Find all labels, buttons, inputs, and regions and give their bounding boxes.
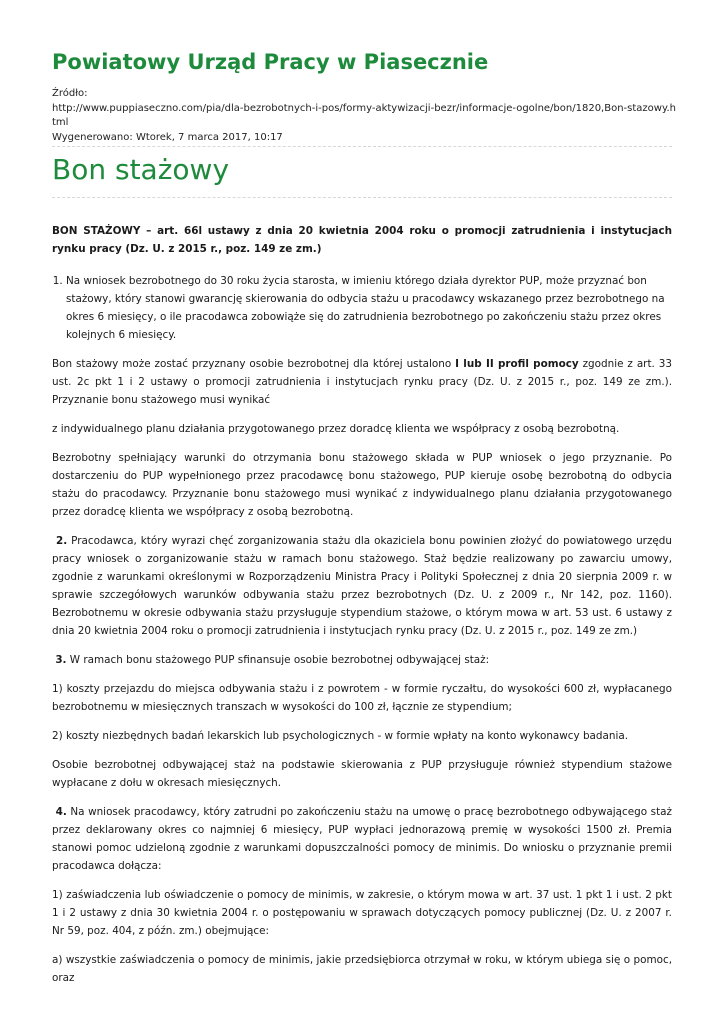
- paragraph-text: Bon stażowy może zostać przyznany osobie bezrobotnej dla której ustalono: [52, 358, 456, 370]
- paragraph-text: Na wniosek pracodawcy, który zatrudni po zakończeniu stażu na umowę o pracę bezrobotnego odbywającego staż przez deklarowany okres co najmniej 6 miesięcy, PUP wypłaci jednorazową premię w wysokości 1500 zł. Premia stanowi pomoc udzieloną zgodnie z warunkami dopuszczalności pomocy de minimis. Do wniosku o przyznanie premii pracodawca dołącza:: [52, 806, 672, 872]
- paragraph-financing: [52, 651, 672, 669]
- paragraph-profile: [52, 355, 672, 409]
- article-content: [52, 222, 672, 998]
- source-url[interactable]: http://www.puppiaseczno.com/pia/dla-bezrobotnych-i-pos/formy-aktywizacji-bezr/informacje-ogolne/bon/1820,Bon-stazowy.html: [52, 102, 676, 128]
- paragraph-application: Bezrobotny spełniający warunki do otrzymania bonu stażowego składa w PUP wniosek o jego przyznanie. Po dostarczeniu do PUP wypełnionego przez pracodawcę bonu stażowego, PUP kieruje osobę bezrobotną do odbycia stażu do pracodawcy. Przyznanie bonu stażowego musi wynikać z indywidualnego planu działania przygotowanego przez doradcę klienta we współpracy z osobą bezrobotną.: [52, 452, 672, 518]
- paragraph-certificates: a) wszystkie zaświadczenia o pomocy de minimis, jakie przedsiębiorca otrzymał w roku, w którym ubiega się o pomoc, oraz: [52, 954, 672, 984]
- paragraph-de-minimis: 1) zaświadczenia lub oświadczenie o pomocy de minimis, w zakresie, o którym mowa w art. 37 ust. 1 pkt 1 i ust. 2 pkt 1 i 2 ustawy z dnia 30 kwietnia 2004 r. o postępowaniu w sprawach dotyczących pomocy publicznej (Dz. U. z 2007 r. Nr 59, poz. 404, z późn. zm.) obejmujące:: [52, 889, 672, 937]
- paragraph-text: Pracodawca, który wyrazi chęć zorganizowania stażu dla okaziciela bonu powinien złożyć do powiatowego urzędu pracy wniosek o zorganizowanie stażu w ramach bonu stażowego. Staż będzie realizowany po zawarciu umowy, zgodnie z warunkami określonymi w Rozporządzeniu Ministra Pracy i Polityki Społecznej z dnia 20 sierpnia 2009 r. w sprawie szczegółowych warunków odbywania stażu przez bezrobotnych (Dz. U. z 2009 r., Nr 142, poz. 1160). Bezrobotnemu w okresie odbywania stażu przysługuje stypendium stażowe, o którym mowa w art. 53 ust. 6 ustawy z dnia 20 kwietnia 2004 roku o promocji zatrudnienia i instytucjach rynku pracy (Dz. U. z 2015 r., poz. 149 ze zm.): [52, 535, 672, 637]
- divider-title: [52, 197, 672, 198]
- paragraph-text: W ramach bonu stażowego PUP sfinansuje osobie bezrobotnej odbywającej staż:: [66, 654, 490, 666]
- paragraph-medical-costs: 2) koszty niezbędnych badań lekarskich lub psychologicznych - w formie wpłaty na konto wykonawcy badania.: [52, 730, 629, 742]
- page-title: Bon stażowy: [52, 153, 230, 186]
- generated-timestamp: Wygenerowano: Wtorek, 7 marca 2017, 10:17: [52, 131, 283, 143]
- list-item: 1. Na wniosek bezrobotnego do 30 roku życia starosta, w imieniu którego działa dyrektor PUP, może przyznać bon stażowy, który stanowi gwarancję skierowania do odbycia stażu u pracodawcy wskazanego przez bezrobotnego na okres 6 miesięcy, o ile pracodawca zobowiąże się do zatrudnienia bezrobotnego po zakończeniu stażu przez okres kolejnych 6 miesięcy.: [66, 272, 672, 344]
- source-label: Źródło:: [52, 88, 88, 99]
- site-title: Powiatowy Urząd Pracy w Piasecznie: [52, 50, 489, 74]
- document-meta: [52, 87, 677, 145]
- paragraph-plan: z indywidualnego planu działania przygotowanego przez doradcę klienta we współpracy z osobą bezrobotną.: [52, 423, 620, 435]
- section-number: 2.: [55, 535, 68, 547]
- paragraph-travel-costs: 1) koszty przejazdu do miejsca odbywania stażu i z powrotem - w formie ryczałtu, do wysokości 600 zł, wypłacanego bezrobotnemu w miesięcznych transzach w wysokości do 100 zł, łącznie ze stypendium;: [52, 683, 672, 713]
- lead-paragraph: BON STAŻOWY – art. 66l ustawy z dnia 20 kwietnia 2004 roku o promocji zatrudnienia i instytucjach rynku pracy (Dz. U. z 2015 r., poz. 149 ze zm.): [52, 225, 672, 255]
- numbered-list: [52, 272, 672, 344]
- paragraph-employer: [52, 532, 672, 640]
- profile-highlight: I lub II profil pomocy: [455, 358, 579, 370]
- section-number: 3.: [55, 654, 67, 666]
- section-number: 4.: [55, 806, 67, 818]
- paragraph-stipend: Osobie bezrobotnej odbywającej staż na podstawie skierowania z PUP przysługuje również stypendium stażowe wypłacane z dołu w okresach miesięcznych.: [52, 759, 672, 789]
- paragraph-text: zgodnie z art. 33 ust. 2c pkt 1 i 2 ustawy o promocji zatrudnienia i instytucjach rynku pracy (Dz. U. z 2015 r., poz. 149 ze zm.). Przyznanie bonu stażowego musi wynikać: [52, 358, 673, 406]
- divider-top: [52, 146, 672, 147]
- paragraph-bonus: [52, 803, 672, 875]
